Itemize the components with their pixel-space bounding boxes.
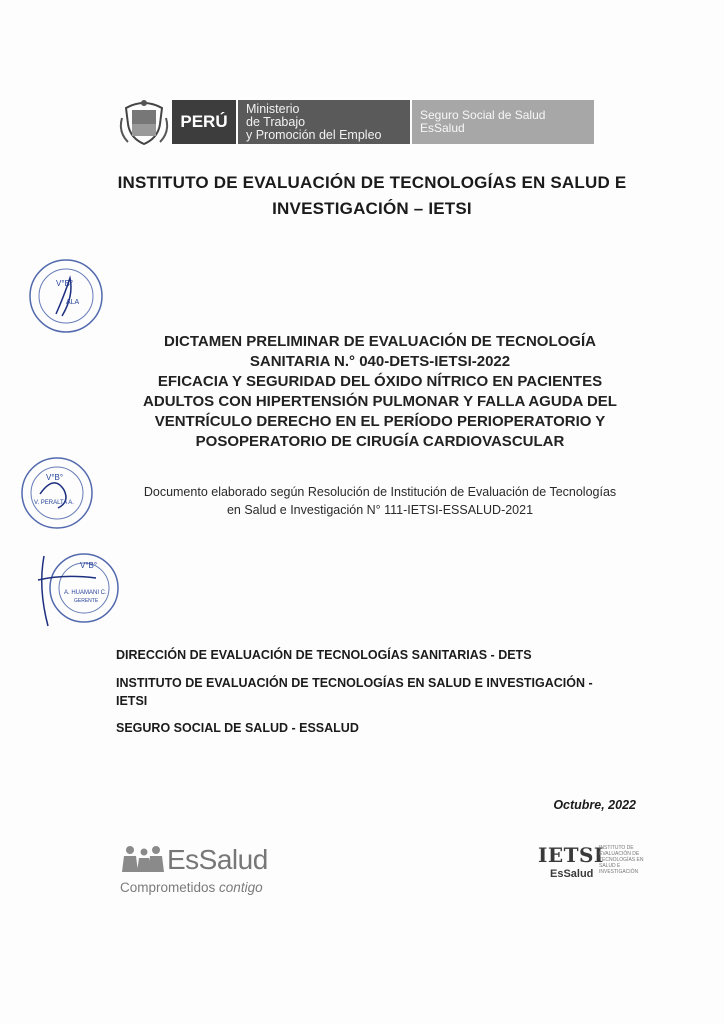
peru-coat-of-arms-icon bbox=[118, 98, 170, 148]
org-dets: DIRECCIÓN DE EVALUACIÓN DE TECNOLOGÍAS SANITARIAS - DETS bbox=[116, 648, 532, 662]
org-essalud: SEGURO SOCIAL DE SALUD - ESSALUD bbox=[116, 721, 359, 735]
peru-label: PERÚ bbox=[172, 100, 236, 144]
svg-text:V. PERALTA A.: V. PERALTA A. bbox=[34, 500, 74, 506]
approval-stamp-1 bbox=[26, 256, 106, 336]
document-date: Octubre, 2022 bbox=[553, 798, 636, 812]
essalud-tagline: Comprometidos contigo bbox=[120, 880, 263, 895]
approval-stamp-3 bbox=[34, 548, 124, 628]
essalud-header-label: Seguro Social de Salud EsSalud bbox=[412, 100, 594, 144]
svg-text:V°B°: V°B° bbox=[46, 473, 64, 482]
ietsi-logo-side-text: INSTITUTO DE EVALUACIÓN DE TECNOLOGÍAS EN SALUD E INVESTIGACIÓN bbox=[599, 845, 644, 875]
approval-stamp-2 bbox=[18, 454, 96, 532]
svg-text:GERENTE: GERENTE bbox=[74, 598, 99, 604]
document-note: Documento elaborado según Resolución de Institución de Evaluación de Tecnologías en Salud e Investigación N° 111-IETSI-ESSALUD-2021 bbox=[143, 485, 617, 517]
ministry-label: Ministerio de Trabajo y Promoción del Empleo bbox=[238, 100, 410, 144]
org-ietsi: INSTITUTO DE EVALUACIÓN DE TECNOLOGÍAS EN SALUD E INVESTIGACIÓN - IETSI bbox=[116, 676, 593, 708]
dictamen-title: DICTAMEN PRELIMINAR DE EVALUACIÓN DE TECNOLOGÍA SANITARIA N.° 040-DETS-IETSI-2022 EFICACIA Y SEGURIDAD DEL ÓXIDO NÍTRICO EN PACIENTES ADULTOS CON HIPERTENSIÓN PULMONAR Y FALLA AGUDA DEL VENTRÍCULO DERECHO EN EL PERÍODO PERIOPERATORIO Y POSOPERATORIO DE CIRUGÍA CARDIOVASCULAR bbox=[143, 333, 617, 450]
essalud-logo-text: EsSalud bbox=[167, 844, 268, 875]
svg-text:A. HUAMANI C.: A. HUAMANI C. bbox=[64, 590, 107, 596]
institute-title: INSTITUTO DE EVALUACIÓN DE TECNOLOGÍAS EN SALUD E INVESTIGACIÓN – IETSI bbox=[117, 173, 627, 218]
ietsi-logo-text: IETSI bbox=[538, 843, 604, 867]
ietsi-logo-sub: EsSalud bbox=[550, 868, 594, 880]
svg-text:V°B°: V°B° bbox=[56, 279, 74, 288]
svg-text:V°B°: V°B° bbox=[80, 561, 98, 570]
svg-text:ALA: ALA bbox=[66, 299, 80, 306]
